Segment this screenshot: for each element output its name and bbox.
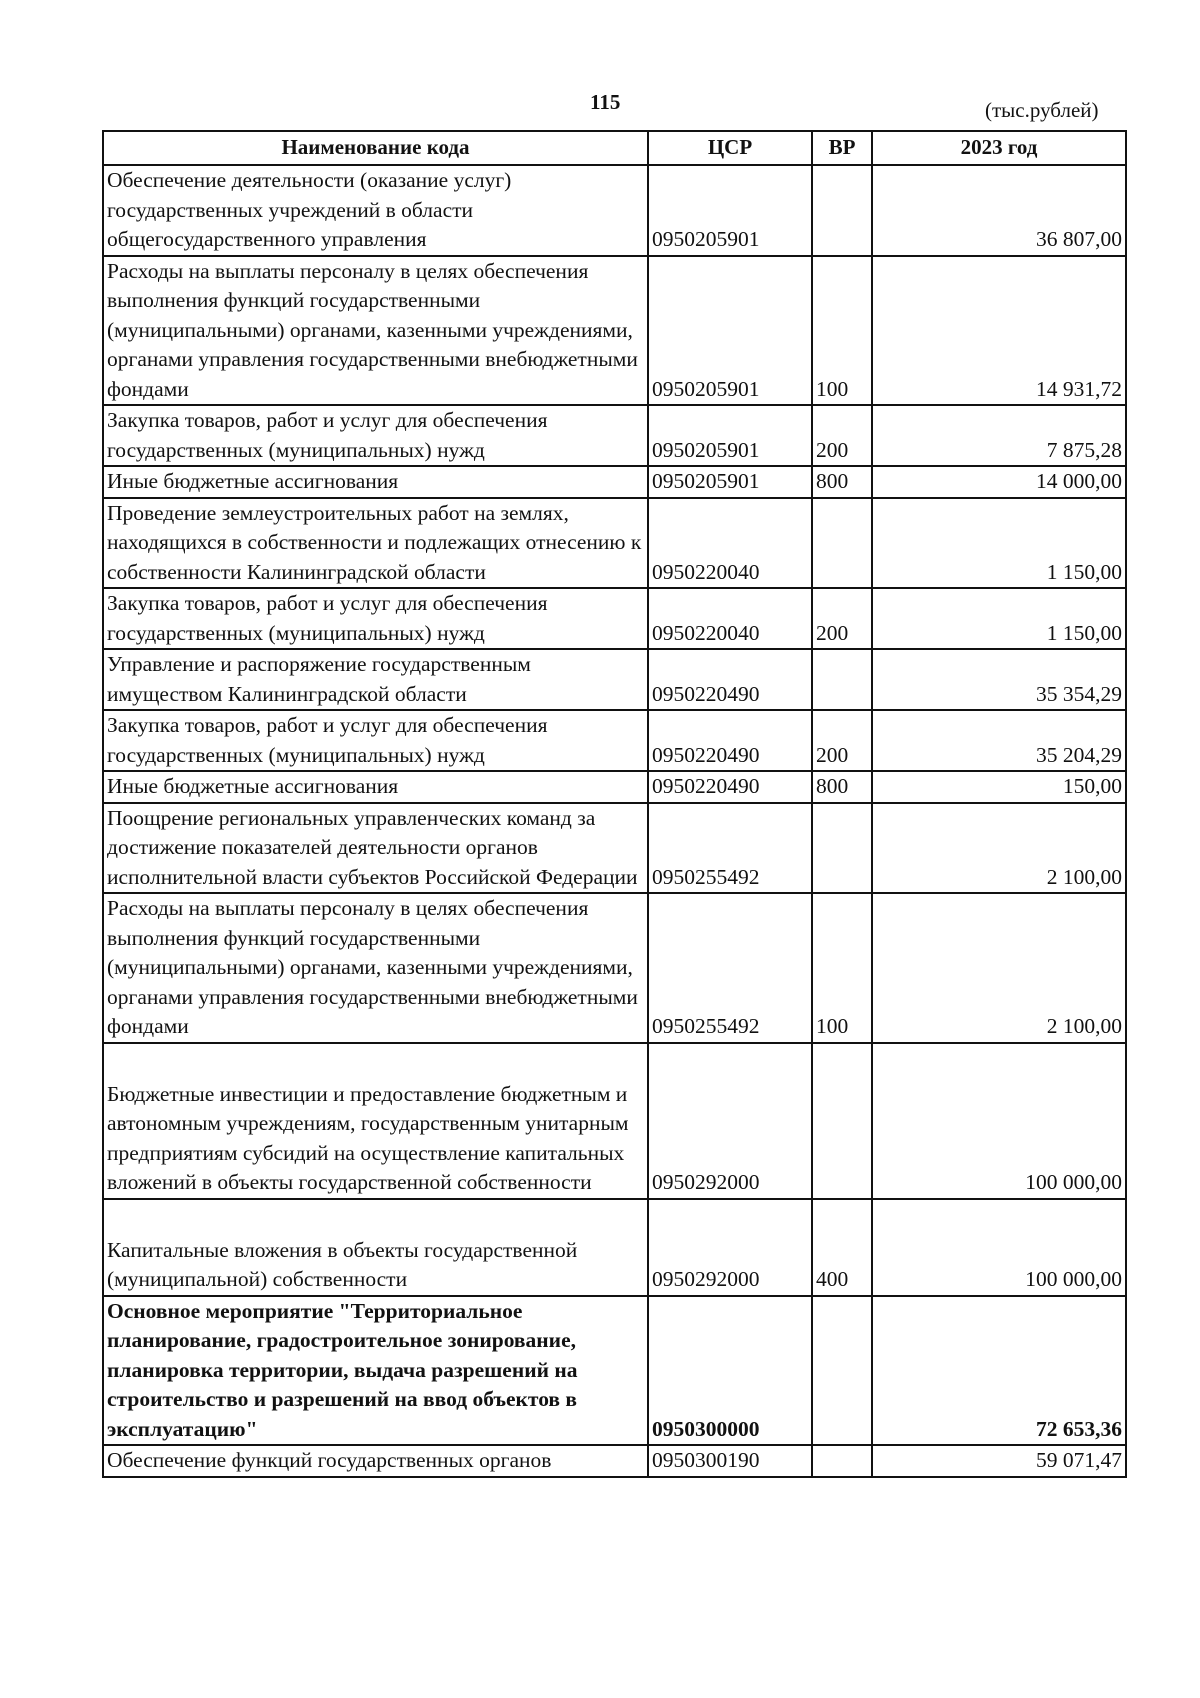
table-row	[103, 803, 1126, 894]
row-csr: 0950220490	[648, 649, 812, 710]
table-row	[103, 466, 1126, 498]
row-csr: 0950300000	[648, 1296, 812, 1446]
row-vr: 200	[812, 588, 872, 649]
row-csr: 0950205901	[648, 256, 812, 406]
row-name: Управление и распоряжение государственным имуществом Калининградской области	[103, 649, 648, 710]
row-sum: 14 000,00	[872, 466, 1126, 498]
row-csr: 0950220490	[648, 771, 812, 803]
row-sum: 36 807,00	[872, 165, 1126, 256]
row-vr: 100	[812, 256, 872, 406]
row-name: Бюджетные инвестиции и предоставление бюджетным и автономным учреждениям, государственным унитарным предприятиям субсидий на осуществление капитальных вложений в объекты государственной собственности	[103, 1043, 648, 1199]
row-sum: 35 354,29	[872, 649, 1126, 710]
row-vr: 400	[812, 1199, 872, 1296]
row-sum: 14 931,72	[872, 256, 1126, 406]
row-vr	[812, 1296, 872, 1446]
row-sum: 100 000,00	[872, 1199, 1126, 1296]
units-label: (тыс.рублей)	[985, 98, 1099, 122]
row-name: Поощрение региональных управленческих команд за достижение показателей деятельности органов исполнительной власти субъектов Российской Федерации	[103, 803, 648, 894]
row-sum: 2 100,00	[872, 803, 1126, 894]
header-csr: ЦСР	[648, 131, 812, 165]
row-name: Обеспечение функций государственных органов	[103, 1445, 648, 1477]
table-row	[103, 588, 1126, 649]
row-name: Капитальные вложения в объекты государственной (муниципальной) собственности	[103, 1199, 648, 1296]
row-csr: 0950300190	[648, 1445, 812, 1477]
row-name: Расходы на выплаты персоналу в целях обеспечения выполнения функций государственными (муниципальными) органами, казенными учреждениями, органами управления государственными внебюджетными фондами	[103, 893, 648, 1043]
table-row	[103, 498, 1126, 589]
row-name: Закупка товаров, работ и услуг для обеспечения государственных (муниципальных) нужд	[103, 588, 648, 649]
row-sum: 72 653,36	[872, 1296, 1126, 1446]
row-vr: 200	[812, 405, 872, 466]
row-name: Обеспечение деятельности (оказание услуг) государственных учреждений в области общегосударственного управления	[103, 165, 648, 256]
row-sum: 150,00	[872, 771, 1126, 803]
row-vr: 800	[812, 771, 872, 803]
row-name: Расходы на выплаты персоналу в целях обеспечения выполнения функций государственными (муниципальными) органами, казенными учреждениями, органами управления государственными внебюджетными фондами	[103, 256, 648, 406]
row-vr	[812, 498, 872, 589]
row-csr: 0950292000	[648, 1199, 812, 1296]
row-vr	[812, 1043, 872, 1199]
row-csr: 0950292000	[648, 1043, 812, 1199]
table-row	[103, 649, 1126, 710]
row-vr	[812, 803, 872, 894]
table-row	[103, 893, 1126, 1043]
row-vr	[812, 165, 872, 256]
table-row	[103, 1445, 1126, 1477]
row-sum: 59 071,47	[872, 1445, 1126, 1477]
page-number: 115	[590, 90, 621, 114]
row-vr: 800	[812, 466, 872, 498]
row-sum: 2 100,00	[872, 893, 1126, 1043]
table-row	[103, 771, 1126, 803]
header-name: Наименование кода	[103, 131, 648, 165]
table-row	[103, 1043, 1126, 1199]
row-sum: 35 204,29	[872, 710, 1126, 771]
table-row	[103, 1199, 1126, 1296]
row-sum: 100 000,00	[872, 1043, 1126, 1199]
row-vr: 100	[812, 893, 872, 1043]
row-name: Закупка товаров, работ и услуг для обеспечения государственных (муниципальных) нужд	[103, 405, 648, 466]
row-csr: 0950255492	[648, 893, 812, 1043]
row-csr: 0950205901	[648, 466, 812, 498]
row-csr: 0950220040	[648, 498, 812, 589]
table-row	[103, 165, 1126, 256]
row-vr	[812, 649, 872, 710]
row-sum: 1 150,00	[872, 588, 1126, 649]
table-row	[103, 256, 1126, 406]
row-sum: 1 150,00	[872, 498, 1126, 589]
row-name: Проведение землеустроительных работ на землях, находящихся в собственности и подлежащих отнесению к собственности Калининградской области	[103, 498, 648, 589]
row-name: Основное мероприятие "Территориальное планирование, градостроительное зонирование, планировка территории, выдача разрешений на строительство и разрешений на ввод объектов в эксплуатацию"	[103, 1296, 648, 1446]
row-name: Иные бюджетные ассигнования	[103, 466, 648, 498]
row-csr: 0950255492	[648, 803, 812, 894]
header-sum: 2023 год	[872, 131, 1126, 165]
row-vr	[812, 1445, 872, 1477]
row-vr: 200	[812, 710, 872, 771]
row-name: Иные бюджетные ассигнования	[103, 771, 648, 803]
row-csr: 0950205901	[648, 405, 812, 466]
row-csr: 0950205901	[648, 165, 812, 256]
table-row	[103, 710, 1126, 771]
table-row-main-activity	[103, 1296, 1126, 1446]
table-header-row	[103, 131, 1126, 165]
row-name: Закупка товаров, работ и услуг для обеспечения государственных (муниципальных) нужд	[103, 710, 648, 771]
header-vr: ВР	[812, 131, 872, 165]
table-row	[103, 405, 1126, 466]
budget-table	[102, 130, 1127, 1478]
row-csr: 0950220490	[648, 710, 812, 771]
row-sum: 7 875,28	[872, 405, 1126, 466]
row-csr: 0950220040	[648, 588, 812, 649]
